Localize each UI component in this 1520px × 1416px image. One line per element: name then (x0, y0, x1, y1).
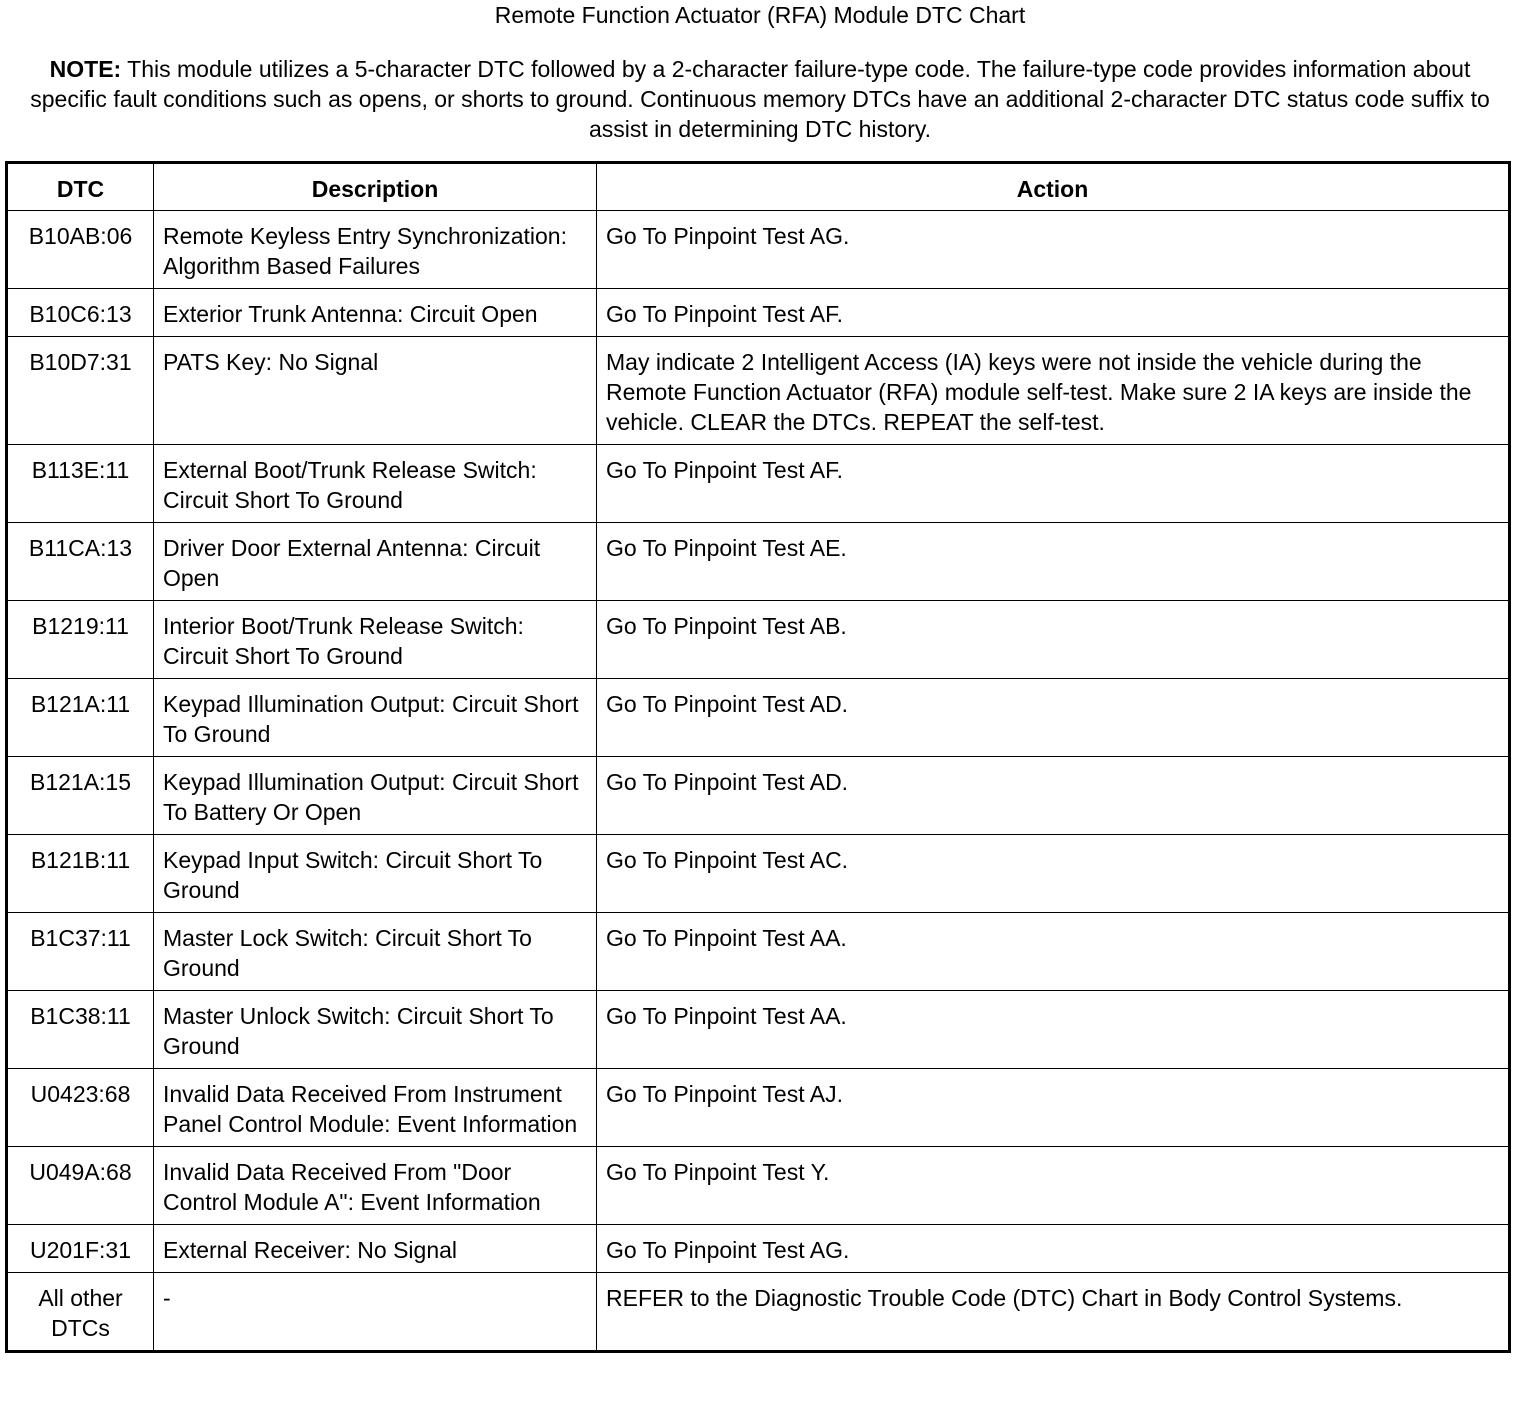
action-cell: Go To Pinpoint Test AA. (597, 991, 1510, 1069)
description-cell: External Receiver: No Signal (154, 1225, 597, 1273)
table-row (7, 445, 1510, 523)
dtc-code-cell: B121B:11 (7, 835, 154, 913)
header-action: Action (597, 163, 1510, 211)
dtc-code-cell: B121A:15 (7, 757, 154, 835)
dtc-table (5, 161, 1511, 1353)
description-cell: Invalid Data Received From Instrument Panel Control Module: Event Information (154, 1069, 597, 1147)
dtc-code-cell: All other DTCs (7, 1273, 154, 1352)
action-cell: Go To Pinpoint Test AG. (597, 1225, 1510, 1273)
note-paragraph (10, 54, 1510, 144)
action-cell: Go To Pinpoint Test AB. (597, 601, 1510, 679)
table-row (7, 913, 1510, 991)
table-row (7, 1147, 1510, 1225)
action-cell: REFER to the Diagnostic Trouble Code (DTC) Chart in Body Control Systems. (597, 1273, 1510, 1352)
table-row (7, 679, 1510, 757)
action-cell: Go To Pinpoint Test Y. (597, 1147, 1510, 1225)
description-cell: Master Lock Switch: Circuit Short To Ground (154, 913, 597, 991)
note-label: NOTE: (49, 56, 122, 82)
action-cell: Go To Pinpoint Test AJ. (597, 1069, 1510, 1147)
dtc-code-cell: B10AB:06 (7, 211, 154, 289)
dtc-code-cell: B121A:11 (7, 679, 154, 757)
dtc-code-cell: U0423:68 (7, 1069, 154, 1147)
dtc-code-cell: U049A:68 (7, 1147, 154, 1225)
action-cell: May indicate 2 Intelligent Access (IA) keys were not inside the vehicle during the Remote Function Actuator (RFA) module self-test. Make sure 2 IA keys are inside the vehicle. CLEAR the DTCs. REPEAT the self-test. (597, 337, 1510, 445)
description-cell: - (154, 1273, 597, 1352)
table-row (7, 1225, 1510, 1273)
table-row (7, 1273, 1510, 1352)
description-cell: Invalid Data Received From "Door Control Module A": Event Information (154, 1147, 597, 1225)
action-cell: Go To Pinpoint Test AF. (597, 289, 1510, 337)
action-cell: Go To Pinpoint Test AC. (597, 835, 1510, 913)
dtc-code-cell: B1C37:11 (7, 913, 154, 991)
table-header-row (7, 163, 1510, 211)
dtc-code-cell: B1219:11 (7, 601, 154, 679)
header-description: Description (154, 163, 597, 211)
description-cell: Keypad Input Switch: Circuit Short To Ground (154, 835, 597, 913)
description-cell: Remote Keyless Entry Synchronization: Algorithm Based Failures (154, 211, 597, 289)
table-row (7, 835, 1510, 913)
description-cell: Keypad Illumination Output: Circuit Short To Battery Or Open (154, 757, 597, 835)
table-row (7, 757, 1510, 835)
table-body (7, 211, 1510, 1352)
description-cell: Keypad Illumination Output: Circuit Short To Ground (154, 679, 597, 757)
table-row (7, 1069, 1510, 1147)
header-dtc: DTC (7, 163, 154, 211)
table-row (7, 991, 1510, 1069)
description-cell: Driver Door External Antenna: Circuit Open (154, 523, 597, 601)
dtc-code-cell: B10D7:31 (7, 337, 154, 445)
description-cell: External Boot/Trunk Release Switch: Circuit Short To Ground (154, 445, 597, 523)
dtc-code-cell: B113E:11 (7, 445, 154, 523)
page-title: Remote Function Actuator (RFA) Module DTC Chart (494, 2, 1026, 28)
action-cell: Go To Pinpoint Test AE. (597, 523, 1510, 601)
table-row (7, 337, 1510, 445)
dtc-code-cell: B11CA:13 (7, 523, 154, 601)
dtc-code-cell: B1C38:11 (7, 991, 154, 1069)
table-row (7, 523, 1510, 601)
table-row (7, 601, 1510, 679)
description-cell: Interior Boot/Trunk Release Switch: Circuit Short To Ground (154, 601, 597, 679)
action-cell: Go To Pinpoint Test AA. (597, 913, 1510, 991)
action-cell: Go To Pinpoint Test AF. (597, 445, 1510, 523)
table-row (7, 289, 1510, 337)
description-cell: Master Unlock Switch: Circuit Short To Ground (154, 991, 597, 1069)
action-cell: Go To Pinpoint Test AG. (597, 211, 1510, 289)
note-text: This module utilizes a 5-character DTC followed by a 2-character failure-type code. The failure-type code provides information about specific fault conditions such as opens, or shorts to ground. Continuous memory DTCs have an additional 2-character DTC status code suffix to assist in determining DTC history. (30, 56, 1490, 142)
action-cell: Go To Pinpoint Test AD. (597, 757, 1510, 835)
dtc-code-cell: B10C6:13 (7, 289, 154, 337)
dtc-code-cell: U201F:31 (7, 1225, 154, 1273)
table-row (7, 211, 1510, 289)
description-cell: Exterior Trunk Antenna: Circuit Open (154, 289, 597, 337)
action-cell: Go To Pinpoint Test AD. (597, 679, 1510, 757)
description-cell: PATS Key: No Signal (154, 337, 597, 445)
